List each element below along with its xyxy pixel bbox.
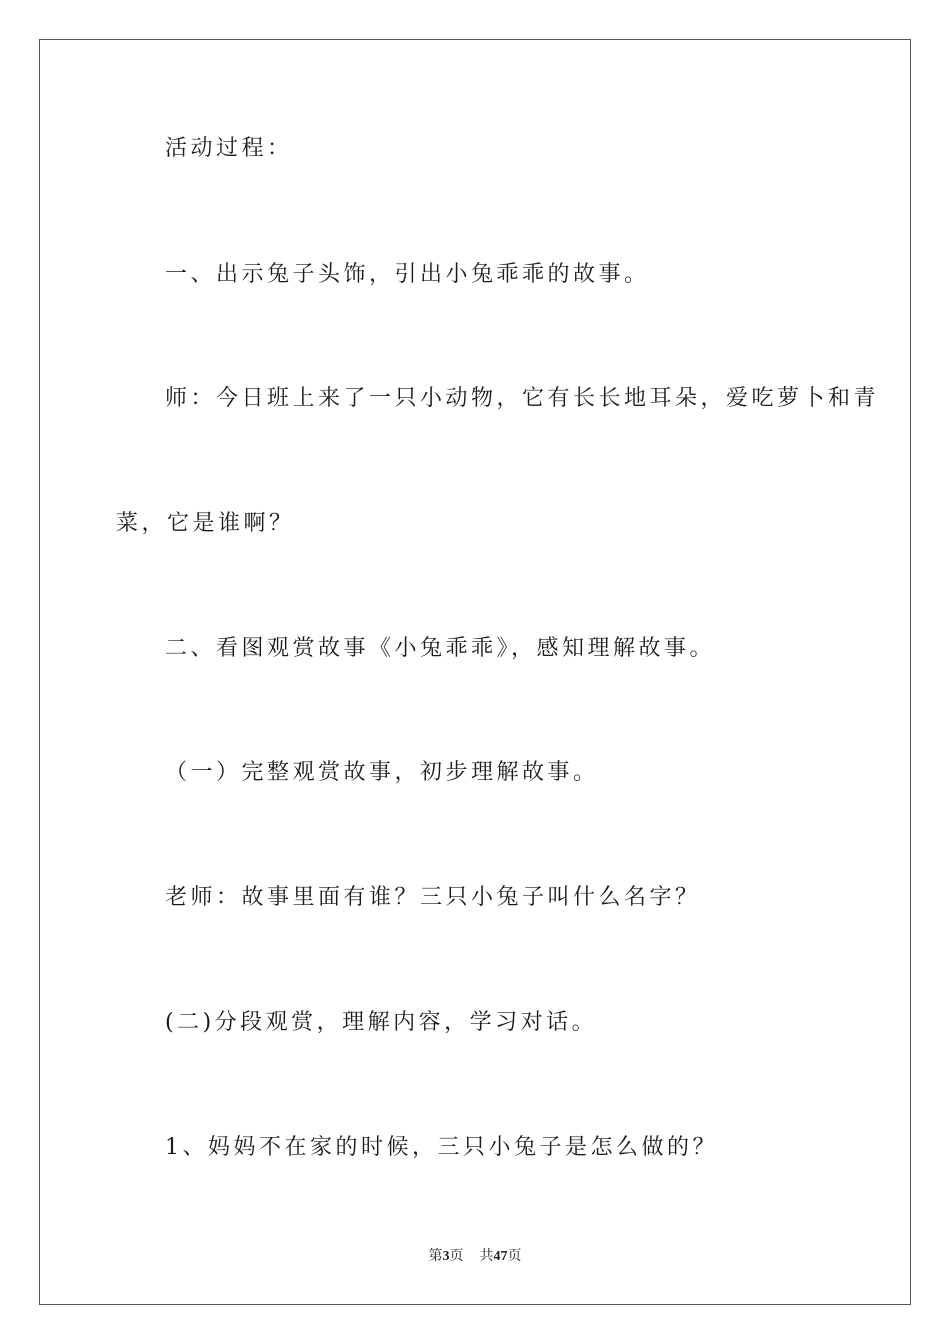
paragraph-line: 活动过程：	[165, 136, 293, 161]
total-pages: 47	[493, 1249, 508, 1264]
page-suffix: 页	[449, 1249, 464, 1264]
total-prefix: 共	[479, 1249, 494, 1264]
paragraph-line: 老师：故事里面有谁？三只小兔子叫什么名字？	[165, 885, 701, 910]
paragraph-line: 师：今日班上来了一只小动物，它有长长地耳朵，爱吃萝卜和青	[165, 386, 880, 411]
page-prefix: 第	[428, 1249, 443, 1264]
total-suffix: 页	[507, 1249, 522, 1264]
paragraph-line: (二)分段观赏，理解内容，学习对话。	[165, 1010, 598, 1035]
page-footer	[0, 1248, 950, 1266]
paragraph-line: （一）完整观赏故事，初步理解故事。	[165, 760, 599, 785]
paragraph-line: 1、妈妈不在家的时候，三只小兔子是怎么做的？	[165, 1135, 718, 1160]
page-border	[39, 39, 911, 1305]
paragraph-line: 二、看图观赏故事《小兔乖乖》，感知理解故事。	[165, 636, 716, 661]
paragraph-line: 菜，它是谁啊？	[116, 511, 295, 536]
page-number: 3	[442, 1249, 450, 1264]
paragraph-line: 一、出示兔子头饰，引出小兔乖乖的故事。	[165, 262, 650, 287]
